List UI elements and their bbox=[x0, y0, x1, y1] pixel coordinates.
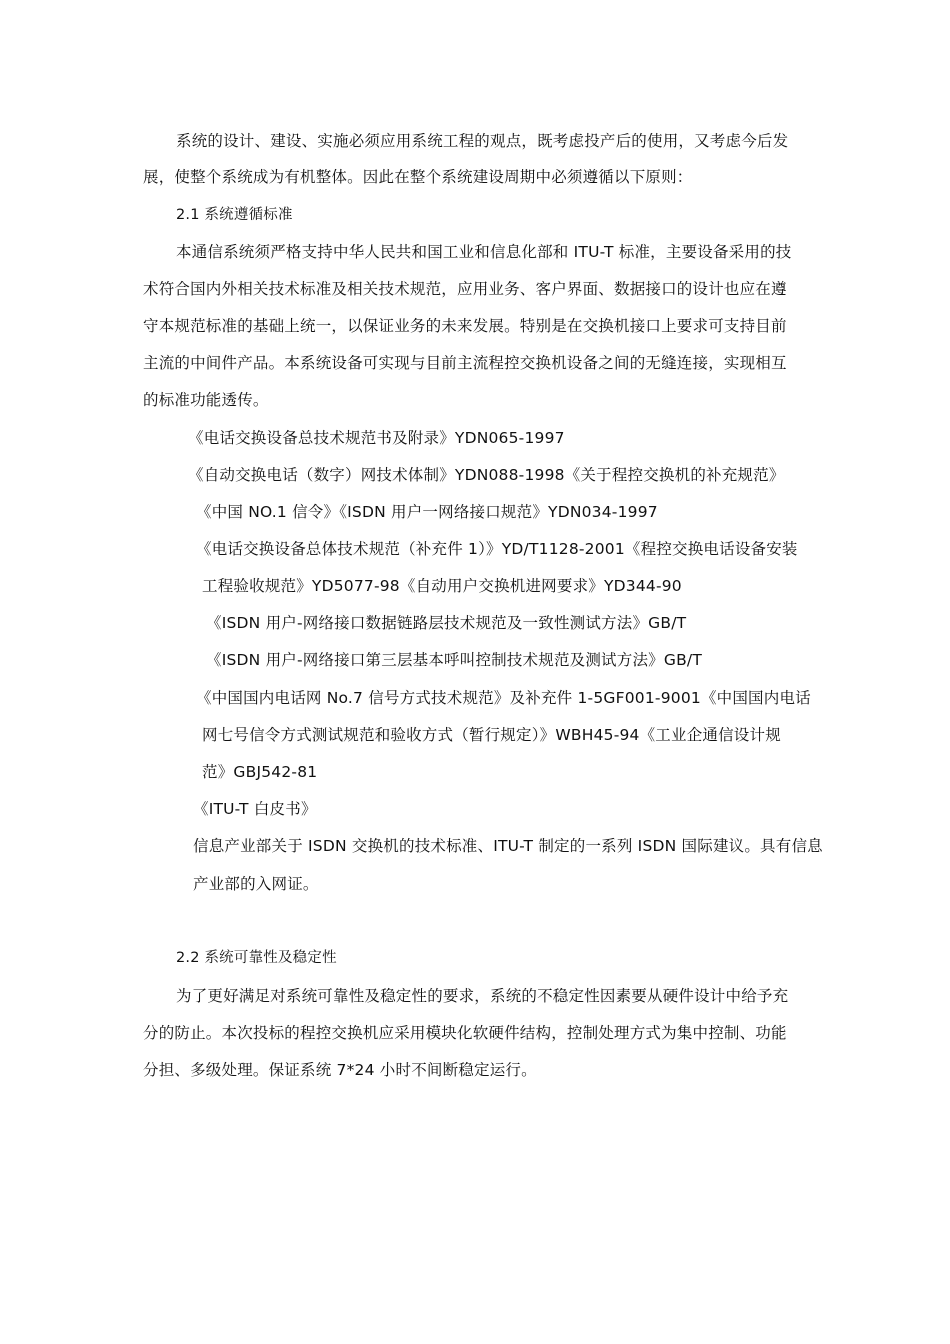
section-1-para-line-1: 本通信系统须严格支持中华人民共和国工业和信息化部和 ITU-T 标准，主要设备采用的技 bbox=[176, 243, 792, 261]
section-1-para-line-4: 主流的中间件产品。本系统设备可实现与目前主流程控交换机设备之间的无缝连接，实现相互 bbox=[143, 354, 787, 372]
section-2-para-line-3: 分担、多级处理。保证系统 7*24 小时不间断稳定运行。 bbox=[143, 1061, 537, 1079]
section-1-heading: 2.1 系统遵循标准 bbox=[176, 207, 293, 223]
intro-line-1: 系统的设计、建设、实施必须应用系统工程的观点，既考虑投产后的使用，又考虑今后发 bbox=[176, 132, 789, 150]
section-2-para-line-2: 分的防止。本次投标的程控交换机应采用模块化软硬件结构，控制处理方式为集中控制、功能 bbox=[143, 1024, 787, 1042]
intro-line-2: 展，使整个系统成为有机整体。因此在整个系统建设周期中必须遵循以下原则： bbox=[143, 168, 693, 186]
section-1-para-line-5: 的标准功能透传。 bbox=[143, 391, 269, 409]
section-1-para-line-2: 术符合国内外相关技术标准及相关技术规范，应用业务、客户界面、数据接口的设计也应在遵 bbox=[143, 280, 787, 298]
section-2-heading: 2.2 系统可靠性及稳定性 bbox=[176, 950, 337, 966]
standard-item: 范》GBJ542-81 bbox=[202, 763, 318, 781]
standard-item: 《ITU-T 白皮书》 bbox=[193, 800, 317, 818]
section-2-para-line-1: 为了更好满足对系统可靠性及稳定性的要求，系统的不稳定性因素要从硬件设计中给予充 bbox=[176, 987, 789, 1005]
standard-item: 工程验收规范》YD5077-98《自动用户交换机进网要求》YD344-90 bbox=[202, 577, 682, 595]
section-1-para-line-3: 守本规范标准的基础上统一，以保证业务的未来发展。特别是在交换机接口上要求可支持目前 bbox=[143, 317, 787, 335]
standard-item: 《中国国内电话网 No.7 信号方式技术规范》及补充件 1-5GF001-9001《中国国内电话 bbox=[196, 689, 811, 707]
standard-item: 《ISDN 用户-网络接口第三层基本呼叫控制技术规范及测试方法》GB/T bbox=[206, 651, 702, 669]
standard-item: 《ISDN 用户-网络接口数据链路层技术规范及一致性测试方法》GB/T bbox=[206, 614, 687, 632]
standard-item: 《电话交换设备总体技术规范（补充件 1）》YD/T1128-2001《程控交换电话设备安装 bbox=[196, 540, 798, 558]
standard-item: 《中国 NO.1 信令》《ISDN 用户一网络接口规范》YDN034-1997 bbox=[196, 503, 658, 521]
section-1-note-line-1: 信息产业部关于 ISDN 交换机的技术标准、ITU-T 制定的一系列 ISDN 国际建议。具有信息 bbox=[193, 837, 823, 855]
section-1-note-line-2: 产业部的入网证。 bbox=[193, 875, 319, 893]
standard-item: 网七号信令方式测试规范和验收方式（暂行规定）》WBH45-94《工业企通信设计规 bbox=[202, 726, 781, 744]
standard-item: 《自动交换电话（数字）网技术体制》YDN088-1998《关于程控交换机的补充规范》 bbox=[188, 466, 785, 484]
standard-item: 《电话交换设备总技术规范书及附录》YDN065-1997 bbox=[188, 429, 565, 447]
